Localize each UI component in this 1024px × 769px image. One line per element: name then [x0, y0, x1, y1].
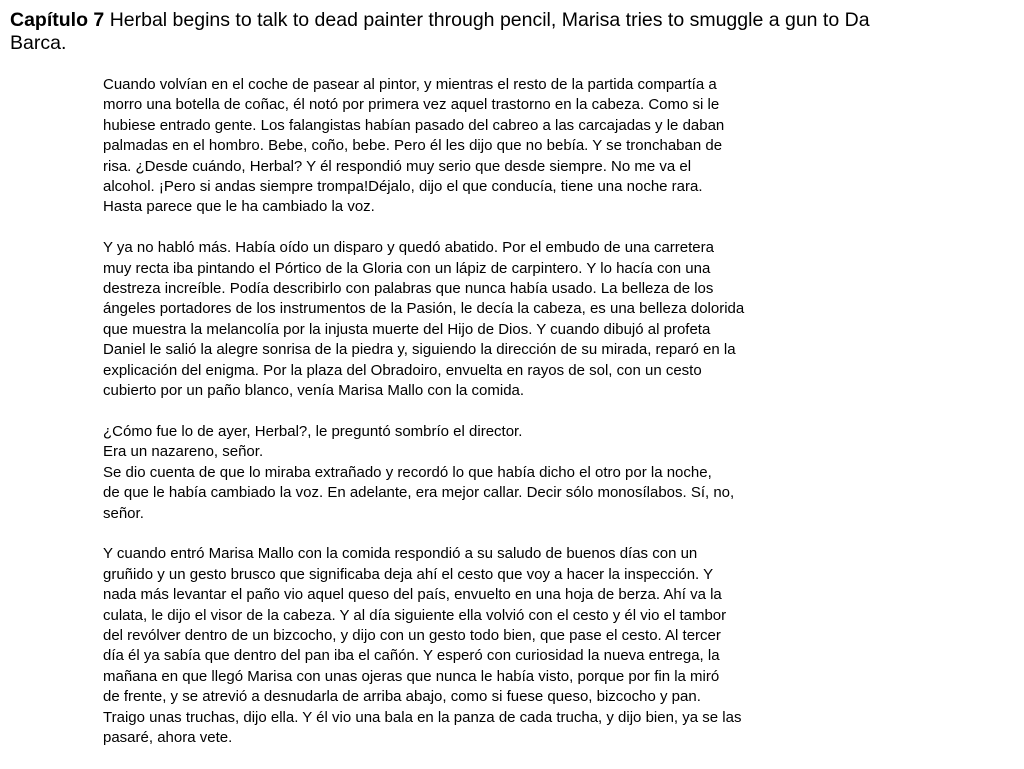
paragraph-3 [103, 422, 863, 524]
chapter-body [103, 75, 863, 769]
text-line: señor. [103, 504, 144, 522]
text-line: Hasta parece que le ha cambiado la voz. [103, 198, 375, 216]
text-line: muy recta iba pintando el Pórtico de la Gloria con un lápiz de carpintero. Y lo hacía con una [103, 259, 711, 277]
text-line: destreza increíble. Podía describirlo con palabras que nunca había usado. La belleza de los [103, 280, 714, 298]
paragraph-2 [103, 238, 863, 401]
text-line: Daniel le salió la alegre sonrisa de la piedra y, siguiendo la dirección de su mirada, reparó en la [103, 341, 736, 359]
text-line: Y ya no habló más. Había oído un disparo y quedó abatido. Por el embudo de una carretera [103, 239, 714, 257]
text-line: hubiese entrado gente. Los falangistas habían pasado del cabreo a las carcajadas y le daban [103, 116, 725, 134]
text-line: Traigo unas truchas, dijo ella. Y él vio una bala en la panza de cada trucha, y dijo bien, ya se las [103, 708, 742, 726]
paragraph-4 [103, 544, 863, 748]
title-text-line-1: Herbal begins to talk to dead painter through pencil, Marisa tries to smuggle a gun to Da [109, 9, 870, 31]
text-line: gruñido y un gesto brusco que significaba deja ahí el cesto que voy a hacer la inspección. Y [103, 565, 714, 583]
text-line: pasaré, ahora vete. [103, 728, 233, 746]
paragraph-1 [103, 75, 863, 218]
text-line: morro una botella de coñac, él notó por primera vez aquel trastorno en la cabeza. Como si le [103, 96, 720, 114]
text-line: del revólver dentro de un bizcocho, y dijo con un gesto todo bien, que pase el cesto. Al tercer [103, 626, 721, 644]
text-line: Cuando volvían en el coche de pasear al pintor, y mientras el resto de la partida compartía a [103, 76, 717, 93]
text-line: ¿Cómo fue lo de ayer, Herbal?, le preguntó sombrío el director. [103, 422, 523, 440]
text-line: que muestra la melancolía por la injusta muerte del Hijo de Dios. Y cuando dibujó al profeta [103, 320, 711, 338]
text-line: Era un nazareno, señor. [103, 443, 264, 461]
text-line: de que le había cambiado la voz. En adelante, era mejor callar. Decir sólo monosílabos. Sí, no, [103, 484, 735, 502]
text-line: nada más levantar el paño vio aquel queso del país, envuelto en una hoja de berza. Ahí va la [103, 586, 722, 604]
text-line: risa. ¿Desde cuándo, Herbal? Y él respondió muy serio que desde siempre. No me va el [103, 157, 692, 175]
text-line: explicación del enigma. Por la plaza del Obradoiro, envuelta en rayos de sol, con un cesto [103, 361, 702, 379]
text-line: alcohol. ¡Pero si andas siempre trompa!Déjalo, dijo el que conducía, tiene una noche rara. [103, 178, 703, 196]
text-line: mañana en que llegó Marisa con unas ojeras que nunca le había visto, porque por fin la miró [103, 667, 720, 685]
title-text-line-2: Barca. [10, 32, 67, 54]
text-line: ángeles portadores de los instrumentos de la Pasión, le decía la cabeza, es una belleza dolorida [103, 300, 745, 318]
text-line: culata, le dijo el visor de la cabeza. Y al día siguiente ella volvió con el cesto y él vio el tambor [103, 606, 727, 624]
title-line [10, 9, 1020, 32]
text-line: de frente, y se atrevió a desnudarla de arriba abajo, como si fuese queso, bizcocho y pan. [103, 688, 701, 706]
text-line: Y cuando entró Marisa Mallo con la comida respondió a su saludo de buenos días con un [103, 545, 698, 563]
chapter-label: Capítulo 7 [10, 9, 105, 31]
text-line: cubierto por un paño blanco, venía Marisa Mallo con la comida. [103, 382, 525, 400]
text-line: día él ya sabía que dentro del pan iba el cañón. Y esperó con curiosidad la nueva entrega, la [103, 647, 720, 665]
text-line: palmadas en el hombro. Bebe, coño, bebe. Pero él les dijo que no bebía. Y se tronchaban de [103, 137, 723, 155]
chapter-title [10, 9, 1020, 55]
text-line: Se dio cuenta de que lo miraba extrañado y recordó lo que había dicho el otro por la noche, [103, 463, 712, 481]
